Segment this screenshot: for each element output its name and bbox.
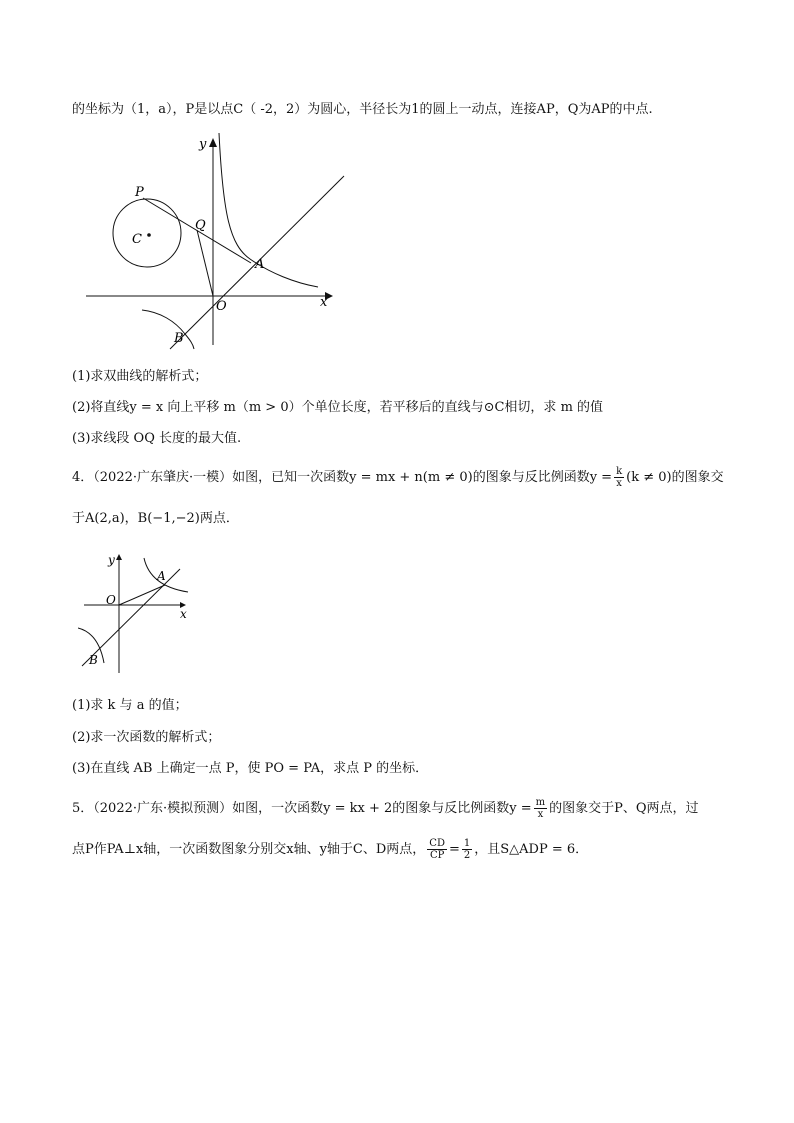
hyperbola-branch-upper [144, 558, 188, 592]
label-q: Q [195, 218, 206, 233]
fraction-denominator: CP [429, 850, 445, 861]
y-axis-arrow [209, 138, 217, 147]
fraction-numerator: k [616, 466, 623, 477]
line-ab [82, 569, 180, 666]
hyperbola-branch-lower [142, 310, 194, 349]
circle-c [113, 199, 181, 267]
label-y: y [108, 553, 115, 567]
problem3-question1: (1)求双曲线的解析式； [72, 369, 208, 384]
center-c-dot [147, 233, 151, 237]
fraction-cd-over-cp [427, 838, 447, 861]
label-a: A [255, 257, 265, 272]
problem5-text-d: ，且S△ADP = 6． [474, 842, 589, 857]
label-o: O [106, 593, 116, 607]
fraction-k-over-x [614, 466, 624, 489]
problem3-intro: 的坐标为（1，a），P是以点C（ -2，2）为圆心，半径长为1的圆上一动点，连接AP，Q为AP的中点. [72, 102, 653, 117]
segment-oq [197, 230, 213, 296]
fraction-numerator: m [535, 797, 546, 808]
figure-1-circle-hyperbola [80, 125, 350, 350]
figure-2-line-hyperbola [78, 548, 198, 676]
fraction-numerator: 1 [463, 838, 471, 849]
hyperbola-branch-upper [219, 133, 318, 287]
label-b: B [89, 653, 98, 667]
fraction-numerator: CD [429, 838, 445, 849]
label-a: A [157, 569, 166, 583]
problem4-question2: (2)求一次函数的解析式； [72, 730, 221, 745]
problem4-question1: (1)求 k 与 a 的值； [72, 698, 188, 713]
label-b: B [174, 331, 184, 346]
problem4-line1 [72, 466, 724, 489]
label-p: P [135, 185, 144, 200]
label-x: x [180, 607, 187, 621]
problem3-question2: (2)将直线y = x 向上平移 m（m > 0）个单位长度，若平移后的直线与⊙C相切，求 m 的值 [72, 400, 604, 415]
fraction-denominator: x [616, 478, 622, 489]
problem5-text-c: 点P作PA⊥x轴，一次函数图象分别交x轴、y轴于C、D两点， [72, 842, 426, 857]
problem5-line2 [72, 838, 588, 861]
equals-sign: = [448, 842, 460, 857]
segment-oa [119, 585, 165, 605]
problem5-text-a: 5．（2022·广东·模拟预测）如图，一次函数y = kx + 2的图象与反比例函数y = [72, 801, 532, 816]
label-o: O [216, 299, 227, 314]
label-y: y [199, 137, 207, 152]
label-c: C [132, 232, 142, 247]
problem4-line2: 于A(2,a)，B(−1,−2)两点． [72, 511, 239, 526]
problem4-text-a: 4．（2022·广东肇庆·一模）如图，已知一次函数y = mx + n(m ≠ 0)的图象与反比例函数y = [72, 470, 613, 485]
fraction-denominator: x [537, 809, 544, 820]
fraction-one-half [462, 838, 472, 861]
problem4-text-b: (k ≠ 0)的图象交 [626, 470, 724, 485]
fraction-m-over-x [534, 797, 547, 820]
problem3-question3: (3)求线段 OQ 长度的最大值. [72, 431, 242, 446]
problem5-line1 [72, 797, 699, 820]
problem4-question3: (3)在直线 AB 上确定一点 P，使 PO = PA，求点 P 的坐标． [72, 761, 429, 776]
problem5-text-b: 的图象交于P、Q两点，过 [549, 801, 699, 816]
label-x: x [320, 295, 328, 310]
fraction-denominator: 2 [463, 850, 471, 861]
y-axis-arrow [116, 554, 122, 560]
